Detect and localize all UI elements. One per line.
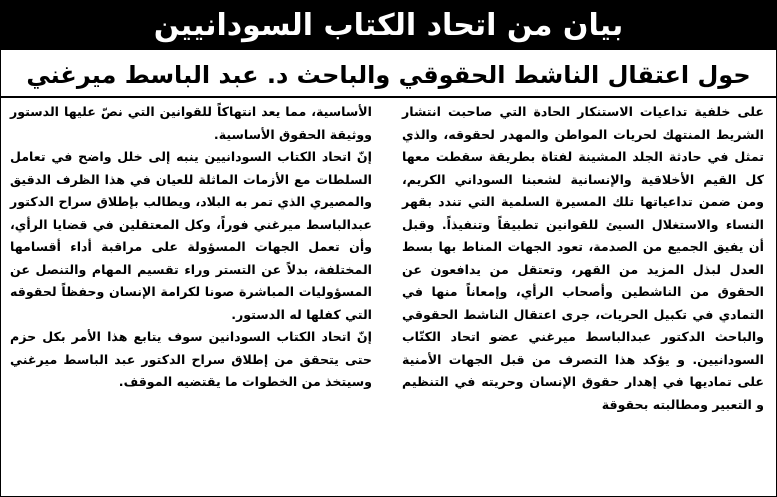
paragraph: إنّ اتحاد الكتاب السودانين سوف يتابع هذا الأمر بكل حزم حتى يتحقق من إطلاق سراح الدكتور عبد الباسط ميرغني وسيتخذ من الخطوات ما يقتضيه الموقف. <box>10 329 372 389</box>
paragraph: إنّ اتحاد الكتاب السودانيين ينبه إلى خلل واضح في تعامل السلطات مع الأزمات الماثلة للعيان في هذا الظرف الدقيق والمصيري الذي تمر به البلاد، ويطالب بإطلاق سراح الدكتور عبدالباسط ميرغني فوراً، وكل المعتقلين في قضايا الرأي، وأن تعمل الجهات المسؤولة على مراقبة أداء أقسامها المختلفة، بدلاً عن التستر وراء تقسيم المهام والتنصل عن المسؤوليات المباشرة صونا لكرامة الإنسان وحفظاً لحقوقه التي كفلها له الدستور. <box>10 149 372 322</box>
paragraph: الأساسية، مما يعد انتهاكاً للقوانين التي نصّ عليها الدستور ووثيقة الحقوق الأساسية. <box>10 104 372 142</box>
article-column-left <box>10 101 372 394</box>
headline: بيان من اتحاد الكتاب السودانيين <box>153 7 624 43</box>
divider-rule <box>1 96 776 98</box>
article-column-right <box>402 101 764 416</box>
subheadline: حول اعتقال الناشط الحقوقي والباحث د. عبد الباسط ميرغني <box>26 61 751 89</box>
paragraph: على خلفية تداعيات الاستنكار الحادة التي صاحبت انتشار الشريط المنتهك لحريات المواطن والمهدر لحقوقه، والذي تمثل في حادثة الجلد المشينة لفتاة بطريقة سقطت معها كل القيم الأخلاقية والإنسانية لشعبنا السوداني الكريم، ومن ضمن تداعياتها تلك المسيرة السلمية التي تندد بقهر النساء والاستغلال السيئ للقوانين تطبيقاً وتنفيذاً. وقبل أن يفيق الجميع من الصدمة، تعود الجهات المناط بها بسط العدل لبذل المزيد من القهر، وتعتقل من يدافعون عن الحقوق من الناشطين وأصحاب الرأي، وإمعاناً منها في التمادي في تكبيل الحريات، جرى اعتقال الناشط الحقوقي والباحث الدكتور عبدالباسط ميرغني عضو اتحاد الكتّاب السودانيين. و يؤكد هذا التصرف من قبل الجهات الأمنية على تماديها في إهدار حقوق الإنسان وحريته في التنظيم و التعبير ومطالبته بحقوقة <box>402 104 764 412</box>
headline-bar <box>1 1 776 50</box>
